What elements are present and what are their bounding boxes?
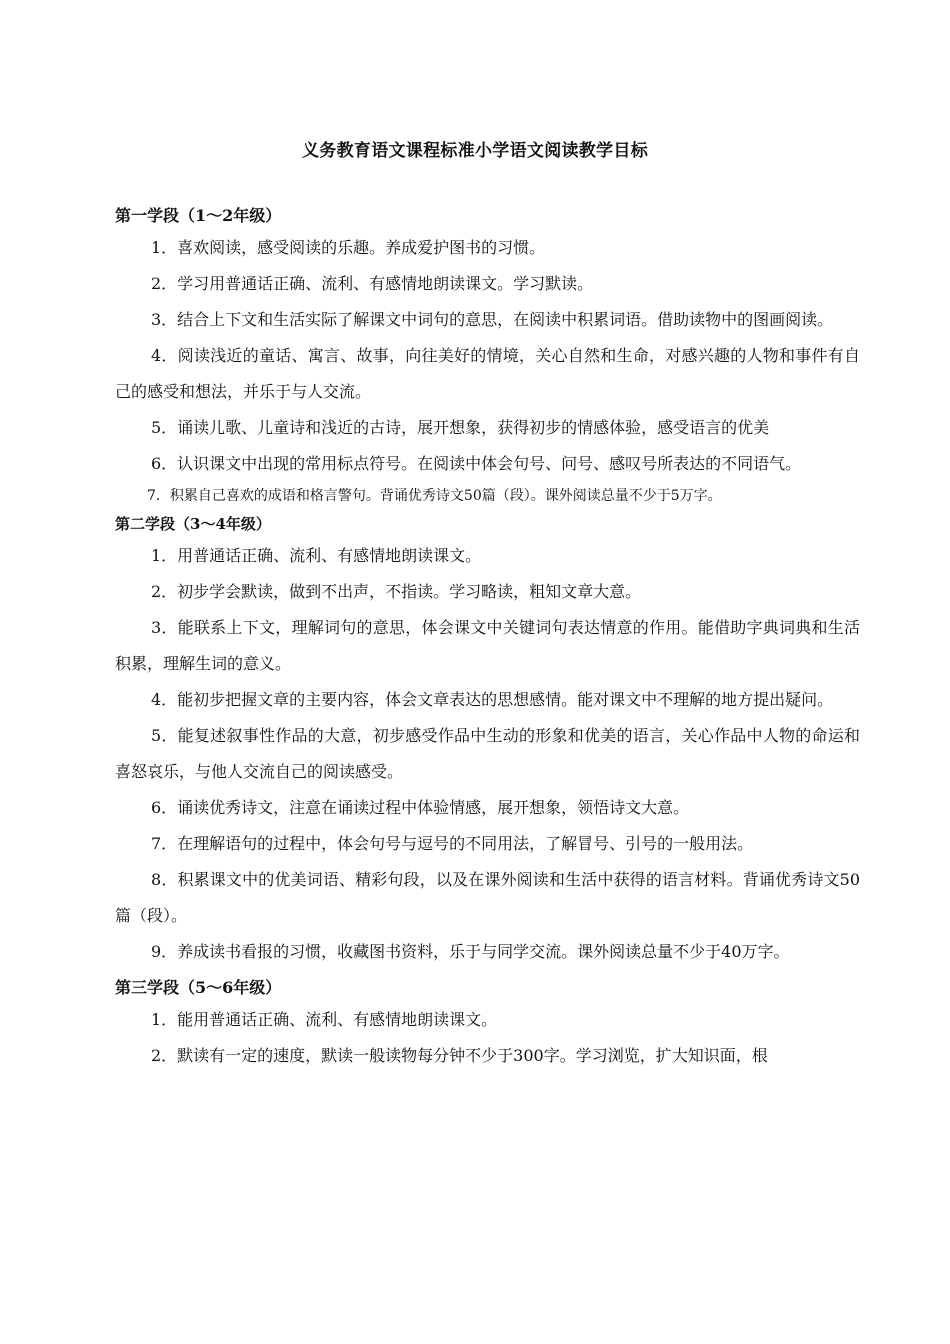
section-heading-stage-3: 第三学段（5～6年级） (115, 978, 282, 997)
document-title: 义务教育语文课程标准小学语文阅读教学目标 (302, 141, 648, 161)
section-heading-stage-2: 第二学段（3～4年级） (115, 515, 271, 533)
section-heading-stage-1: 第一学段（1～2年级） (115, 206, 282, 225)
section-1-item-1: 1．喜欢阅读，感受阅读的乐趣。养成爱护图书的习惯。 (151, 238, 546, 257)
section-2-item-2: 2．初步学会默读，做到不出声，不指读。学习略读，粗知文章大意。 (151, 582, 642, 601)
section-3-item-1: 1．能用普通话正确、流利、有感情地朗读课文。 (151, 1010, 498, 1029)
section-1-item-7: 7．积累自己喜欢的成语和格言警句。背诵优秀诗文50篇（段）。课外阅读总量不少于5万字。 (147, 488, 722, 504)
section-2-item-6: 6．诵读优秀诗文，注意在诵读过程中体验情感，展开想象，领悟诗文大意。 (151, 798, 690, 817)
section-1-item-2: 2．学习用普通话正确、流利、有感情地朗读课文。学习默读。 (151, 274, 594, 293)
section-1-item-6: 6．认识课文中出现的常用标点符号。在阅读中体会句号、问号、感叹号所表达的不同语气。 (151, 454, 802, 473)
section-2-item-7: 7．在理解语句的过程中，体会句号与逗号的不同用法，了解冒号、引号的一般用法。 (151, 834, 754, 853)
section-2-item-9: 9．养成读书看报的习惯，收藏图书资料，乐于与同学交流。课外阅读总量不少于40万字。 (151, 942, 790, 961)
section-2-item-8: 8．积累课文中的优美词语、精彩句段，以及在课外阅读和生活中获得的语言材料。背诵优秀诗文50篇（段）。 (115, 870, 860, 925)
section-1-item-5: 5．诵读儿歌、儿童诗和浅近的古诗，展开想象，获得初步的情感体验，感受语言的优美 (151, 418, 770, 437)
section-1-item-4: 4．阅读浅近的童话、寓言、故事，向往美好的情境，关心自然和生命，对感兴趣的人物和事件有自己的感受和想法，并乐于与人交流。 (115, 346, 860, 401)
section-1-item-3: 3．结合上下文和生活实际了解课文中词句的意思，在阅读中积累词语。借助读物中的图画阅读。 (151, 310, 834, 329)
section-2-item-4: 4．能初步把握文章的主要内容，体会文章表达的思想感情。能对课文中不理解的地方提出疑问。 (151, 690, 834, 709)
section-2-item-5: 5．能复述叙事性作品的大意，初步感受作品中生动的形象和优美的语言，关心作品中人物的命运和喜怒哀乐，与他人交流自己的阅读感受。 (115, 726, 860, 781)
section-2-item-1: 1．用普通话正确、流利、有感情地朗读课文。 (151, 546, 482, 565)
section-2-item-3: 3．能联系上下文，理解词句的意思，体会课文中关键词句表达情意的作用。能借助字典词典和生活积累，理解生词的意义。 (115, 618, 860, 673)
section-3-item-2: 2．默读有一定的速度，默读一般读物每分钟不少于300字。学习浏览，扩大知识面，根 (151, 1046, 768, 1065)
document-body (115, 202, 860, 1074)
